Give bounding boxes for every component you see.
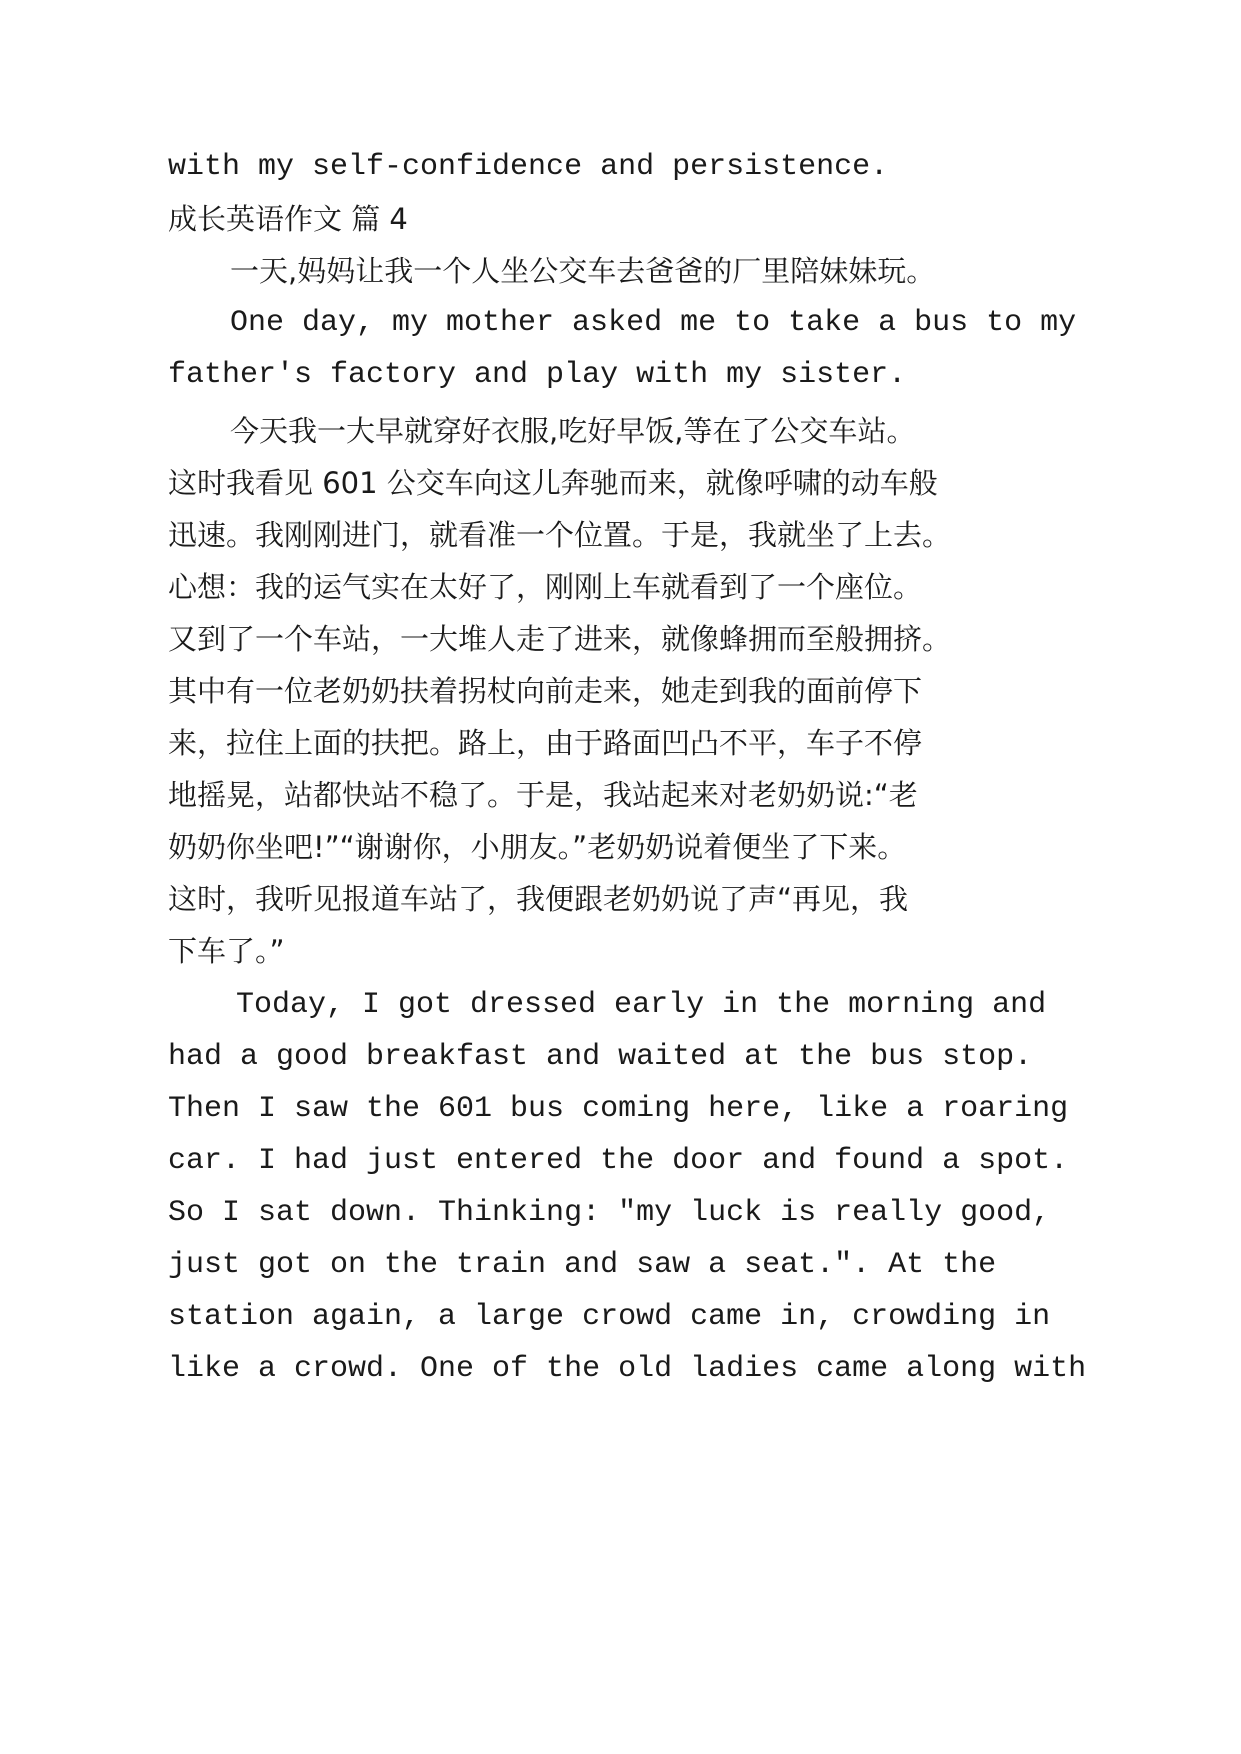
text-line: station again, a large crowd came in, crowding in [168, 1300, 1051, 1334]
text-line: 这时我看见 601 公交车向这儿奔驰而来，就像呼啸的动车般 [168, 466, 938, 500]
text-line: 地摇晃，站都快站不稳了。于是，我站起来对老奶奶说:“老 [168, 778, 918, 812]
text-line: 今天我一大早就穿好衣服,吃好早饭,等在了公交车站。 [230, 414, 916, 448]
text-line: 又到了一个车站，一大堆人走了进来，就像蜂拥而至般拥挤。 [168, 622, 952, 656]
text-line: So I sat down. Thinking: "my luck is really good, [168, 1196, 1051, 1230]
text-line: car. I had just entered the door and found a spot. [168, 1144, 1069, 1178]
text-line: 来，拉住上面的扶把。路上，由于路面凹凸不平，车子不停 [168, 726, 923, 760]
text-line: 一天,妈妈让我一个人坐公交车去爸爸的厂里陪妹妹玩。 [230, 254, 936, 288]
text-line: 奶奶你坐吧!”“谢谢你，小朋友。”老奶奶说着便坐了下来。 [168, 830, 907, 864]
text-line: 下车了。” [168, 934, 285, 968]
text-line: father's factory and play with my sister. [168, 358, 907, 392]
section-heading: 成长英语作文 篇 4 [168, 202, 408, 236]
text-line: with my self-confidence and persistence. [168, 150, 889, 184]
text-line: Then I saw the 601 bus coming here, like a roaring [168, 1092, 1069, 1126]
text-line: had a good breakfast and waited at the bus stop. [168, 1040, 1033, 1074]
text-line: 迅速。我刚刚进门，就看准一个位置。于是，我就坐了上去。 [168, 518, 952, 552]
text-line: Today, I got dressed early in the morning and [236, 988, 1047, 1022]
text-line: 心想：我的运气实在太好了，刚刚上车就看到了一个座位。 [168, 570, 923, 604]
text-line: 这时，我听见报道车站了，我便跟老奶奶说了声“再见，我 [168, 882, 909, 916]
text-line: One day, my mother asked me to take a bus to my [230, 306, 1077, 340]
text-line: just got on the train and saw a seat.". At the [168, 1248, 997, 1282]
text-line: like a crowd. One of the old ladies came along with [168, 1352, 1087, 1386]
text-line: 其中有一位老奶奶扶着拐杖向前走来，她走到我的面前停下 [168, 674, 923, 708]
